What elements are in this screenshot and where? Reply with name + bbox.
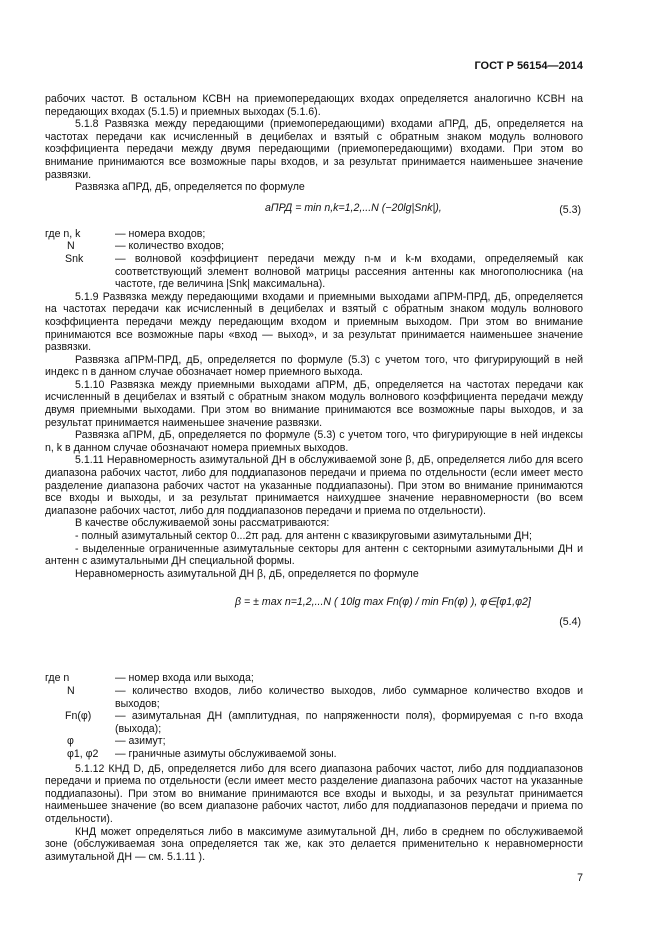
list-item: - полный азимутальный сектор 0...2π рад. для антенн с квазикруговыми азимутальными ДН; <box>75 530 532 542</box>
paragraph: Развязка aПРД, дБ, определяется по формуле <box>75 181 305 194</box>
paragraph-5-1-12: 5.1.12 КНД D, дБ, определяется либо для всего диапазона рабочих частот, либо для поддиапазонов передачи и приема по отдельности (если имеет место разделение диапазона рабочих частот на указанные поддиапазоны). При этом во внимание принимаются все входы и выходы, и за результат принимается наименьшее значение (во всем диапазоне рабочих частот, либо для поддиапазонов передачи и приема по отдельности). <box>45 762 583 825</box>
formula-5-3 <box>45 196 583 226</box>
where-symbol: N <box>67 684 75 697</box>
formula-5-4 <box>45 582 583 670</box>
where-symbol: где n <box>45 672 70 685</box>
where-list-1 <box>45 228 583 291</box>
paragraph: рабочих частот. В остальном КСВН на приемопередающих входах определяется аналогично КСВН на передающих входах (5.1.5) и приемных выходах (5.1.6). <box>45 93 583 118</box>
document-body <box>45 93 583 863</box>
where-row <box>45 228 583 241</box>
where-definition: — азимутальная ДН (амплитудная, по напряженности поля), формируемая с n-го входа (выхода); <box>115 710 583 735</box>
where-symbol: φ1, φ2 <box>67 747 99 760</box>
where-definition: — граничные азимуты обслуживаемой зоны. <box>115 747 337 760</box>
formula-number: (5.4) <box>559 616 581 629</box>
paragraph: Развязка aПРМ-ПРД, дБ, определяется по формуле (5.3) с учетом того, что фигурирующий в ней индекс n в данном случае обозначает номер приемного выхода. <box>45 353 583 379</box>
where-list-2 <box>45 672 583 760</box>
where-row <box>45 253 583 291</box>
where-definition: — количество входов, либо количество выходов, либо суммарное количество входов и выходов; <box>115 684 583 710</box>
where-definition: — азимут; <box>115 735 166 748</box>
paragraph: КНД может определяться либо в максимуме азимутальной ДН, либо в среднем по обслуживаемой зоне (обслуживаемая зона определяется так же, как это делается применительно к неравномерности азимутальной ДН — см. 5.1.11 ). <box>45 825 583 863</box>
where-symbol: φ <box>67 735 74 748</box>
where-row <box>45 735 583 748</box>
paragraph: Развязка aПРМ, дБ, определяется по формуле (5.3) с учетом того, что фигурирующие в ней индексы n, k в данном случае обозначают номера приемных выходов. <box>45 429 583 454</box>
where-symbol: N <box>67 240 75 253</box>
where-row <box>45 710 583 735</box>
where-definition: — волновой коэффициент передачи между n-м и k-м входами, определяемый как соответствующий элемент волновой матрицы рассеяния антенны как многополюсника (на частоте, где величина |Snk| максимальна). <box>115 252 583 291</box>
document-header: ГОСТ Р 56154—2014 <box>474 60 583 72</box>
paragraph-5-1-10: 5.1.10 Развязка между приемными выходами aПРМ, дБ, определяется на частотах передачи как исчисленный в децибелах и взятый с обратным знаком модуль волнового коэффициента передачи между двумя приемными выходами. При этом во внимание принимаются все возможные пары выходов, и за результат принимается наименьшее значение развязки. <box>45 378 583 429</box>
where-row <box>45 685 583 710</box>
where-symbol: Snk <box>65 252 84 265</box>
where-definition: — номера входов; <box>115 227 206 240</box>
formula-number: (5.3) <box>559 203 581 216</box>
page-number: 7 <box>577 872 583 884</box>
paragraph: В качестве обслуживаемой зоны рассматриваются: <box>75 517 330 530</box>
where-definition: — номер входа или выхода; <box>115 672 254 685</box>
paragraph-5-1-11: 5.1.11 Неравномерность азимутальной ДН в обслуживаемой зоне β, дБ, определяется либо для всего диапазона рабочих частот, либо для поддиапазонов передачи и приема по отдельности (если имеет место разделение диапазона рабочих частот на указанные поддиапазоны). При этом во внимание принимаются все входы и выходы, и за результат принимается наихудшее значение неравномерности (во всем диапазоне рабочих частот, либо для поддиапазонов передачи и приема по отдельности). <box>45 454 583 517</box>
formula-expression: aПРД = min n,k=1,2,...N (−20lg|Snk|), <box>265 201 442 214</box>
paragraph-5-1-8: 5.1.8 Развязка между передающими (приемопередающими) входами aПРД, дБ, определяется на частотах передачи как исчисленный в децибелах и взятый с обратным знаком модуль волнового коэффициента передачи между двумя передающими (приемопередающими) входами. При этом во внимание принимаются все возможные пары входов, и за результат принимается наименьшее значение развязки. <box>45 118 583 181</box>
where-symbol: где n, k <box>45 227 81 240</box>
where-definition: — количество входов; <box>115 240 225 253</box>
paragraph: Неравномерность азимутальной ДН β, дБ, определяется по формуле <box>75 567 419 580</box>
list-item: - выделенные ограниченные азимутальные секторы для антенн с секторными азимутальными ДН и антенн с азимутальными ДН специальной формы. <box>45 542 583 568</box>
where-symbol: Fn(φ) <box>65 710 92 723</box>
where-row <box>45 240 583 253</box>
paragraph-5-1-9: 5.1.9 Развязка между передающими входами и приемными выходами aПРМ-ПРД, дБ, определяется на частотах передачи как исчисленный в децибелах и взятый с обратным знаком модуль волнового коэффициента передачи между передающим входом и приемным выходом. При этом во внимание принимаются все возможные пары «вход — выход», и за результат принимается наименьшее значение развязки. <box>45 290 583 354</box>
formula-expression: β = ± max n=1,2,...N ( 10lg max Fn(φ) / min Fn(φ) ), φ∈[φ1,φ2] <box>235 596 531 609</box>
where-row <box>45 748 583 761</box>
where-row <box>45 672 583 685</box>
